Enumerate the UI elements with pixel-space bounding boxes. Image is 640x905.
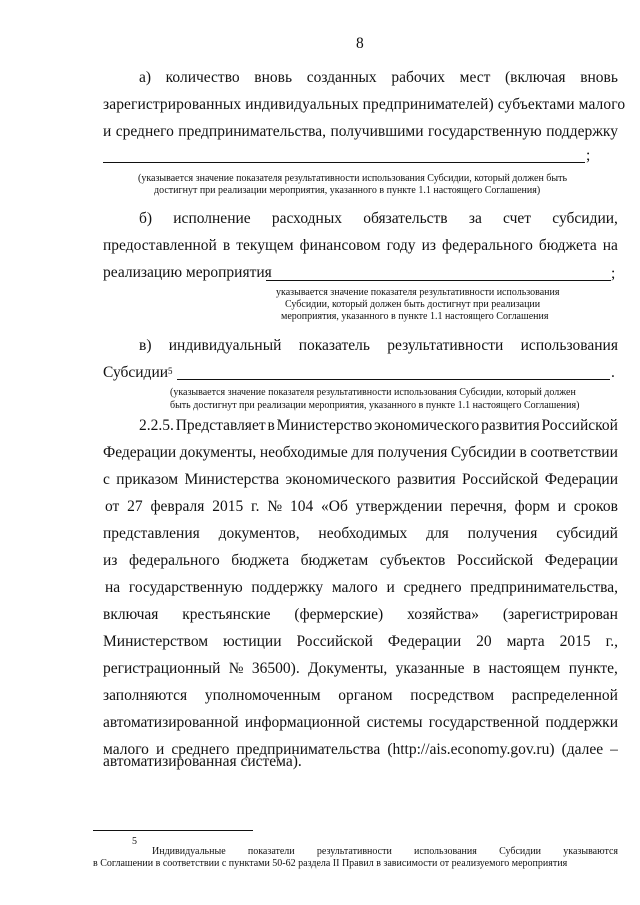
word: марта [506, 633, 545, 650]
item-c-line1 [139, 336, 618, 356]
para-225-line [103, 443, 618, 463]
item-b-note-line1: указывается значение показателя результативности использования [276, 287, 560, 298]
word: а) [139, 69, 152, 86]
item-b-line1 [139, 209, 618, 229]
word: крестьянские [182, 606, 271, 623]
word: в) [139, 337, 152, 354]
item-c-note-line2: быть достигнут при реализации мероприятия, указанного в пункте 1.1 настоящего Соглашения) [170, 400, 580, 411]
para-225-line [103, 686, 618, 706]
word: представления [103, 525, 200, 542]
item-a-blank-end: ; [586, 147, 591, 164]
word: для [351, 444, 375, 461]
word: Российской [541, 417, 618, 434]
word: органом [338, 687, 393, 704]
word: государственную [427, 123, 542, 140]
para-225-line [103, 659, 618, 679]
word: бюджетам [300, 552, 369, 569]
word: развития [481, 417, 540, 434]
word: получения [467, 525, 538, 542]
word: включая [103, 606, 159, 623]
word: юстиции [223, 633, 282, 650]
word: необходимые [259, 444, 348, 461]
word: среднего [171, 741, 230, 758]
word: информационной [244, 714, 361, 731]
item-a-line3 [103, 122, 618, 142]
word: созданных [306, 69, 377, 86]
word: и [557, 498, 566, 515]
word: февраля [150, 498, 205, 515]
word: Министерство [276, 417, 373, 434]
word: использования [414, 846, 477, 857]
word: вновь [580, 69, 618, 86]
word: Федерации [387, 633, 462, 650]
word: из [103, 552, 118, 569]
word: распределенной [511, 687, 618, 704]
word: результативности [387, 337, 504, 354]
item-b-blank-end: ; [611, 265, 616, 282]
word: в [472, 660, 481, 677]
word: предпринимательства, [178, 123, 326, 140]
word: необходимых [318, 525, 408, 542]
word: заполняются [103, 687, 188, 704]
word: сроков [573, 498, 618, 515]
item-c-blank-line [177, 379, 610, 380]
word: 27 [127, 498, 143, 515]
word: в [267, 417, 275, 434]
para-225-line [105, 497, 618, 517]
word: автоматизированной [103, 714, 239, 731]
word: документов, [218, 525, 300, 542]
word: исполнение [173, 210, 251, 227]
word: бюджета [231, 552, 290, 569]
footnote-line2: в Соглашении в соответствии с пунктами 50-62 раздела II Правил в зависимости от реализуемого мероприятия [93, 858, 568, 869]
word: малого [331, 579, 378, 596]
word: Документы, [308, 660, 388, 677]
word: экономического [374, 417, 480, 434]
word: Федерации [103, 444, 177, 461]
word: г., [605, 633, 618, 650]
item-b-note-line2: Субсидии, который должен быть достигнут при реализации [285, 299, 541, 310]
para-225-line [105, 578, 618, 598]
word: уполномоченным [204, 687, 321, 704]
word: хозяйства» [407, 606, 479, 623]
word: предпринимательства [236, 741, 381, 758]
word: Российской [462, 471, 539, 488]
para-225-line [103, 632, 618, 652]
word: приказом [116, 471, 179, 488]
item-b-blank-line [266, 280, 611, 281]
word: от [105, 498, 120, 515]
word: государственной [428, 714, 540, 731]
word: Российской [296, 633, 373, 650]
item-c-note-line1: (указывается значение показателя результативности использования Субсидии, который должен [170, 387, 576, 398]
para-225-line [139, 416, 618, 436]
item-a-blank-line [103, 162, 585, 163]
word: мест [459, 69, 491, 86]
item-c-blank-end: . [611, 364, 615, 381]
word: из [421, 237, 436, 254]
item-a-line2: зарегистрированных индивидуальных предпринимателей) субъектами малого [103, 96, 626, 113]
word: малого [103, 741, 149, 758]
word: 36500). [251, 660, 300, 677]
word: № [267, 498, 283, 515]
word: текущем [236, 237, 294, 254]
word: 104 [289, 498, 314, 515]
word: утверждении [355, 498, 443, 515]
para-225-last-line: автоматизированная система). [103, 753, 302, 770]
word: посредством [410, 687, 495, 704]
word: – [610, 741, 618, 758]
word: использования [520, 337, 618, 354]
word: форм [514, 498, 550, 515]
word: получения [377, 444, 448, 461]
word: Индивидуальные [152, 846, 226, 857]
word: на [602, 237, 618, 254]
word: количество [165, 69, 240, 86]
item-b-note-line3: мероприятия, указанного в пункте 1.1 настоящего Соглашения [281, 311, 549, 322]
word: среднего [115, 123, 174, 140]
word: указанные [395, 660, 465, 677]
word: году [386, 237, 416, 254]
word: документы, [179, 444, 257, 461]
word: (далее [561, 741, 604, 758]
word: (зарегистрирован [502, 606, 618, 623]
word: федерального [442, 237, 533, 254]
word: обязательств [363, 210, 448, 227]
word: финансовом [299, 237, 381, 254]
word: с [103, 471, 110, 488]
item-a-note-line2: достигнут при реализации мероприятия, указанного в пункте 1.1 настоящего Соглашения) [154, 185, 541, 196]
footnote-ref-5[interactable]: 5 [168, 366, 173, 376]
footnote-mark: 5 [132, 836, 137, 847]
para-225-line [103, 713, 618, 733]
word: федерального [128, 552, 220, 569]
word: развития [397, 471, 456, 488]
word: пункте, [568, 660, 618, 677]
para-225-line [103, 524, 618, 544]
word: вновь [254, 69, 293, 86]
word: расходных [271, 210, 342, 227]
word: результативности [316, 846, 392, 857]
word: получившими [330, 123, 424, 140]
word: б) [139, 210, 153, 227]
word: в [222, 237, 231, 254]
word: на [105, 579, 121, 596]
word: и [386, 579, 395, 596]
word: 20 [476, 633, 492, 650]
word: 2.2.5. [139, 417, 174, 434]
word: Министерства [184, 471, 280, 488]
word: 2015 [559, 633, 591, 650]
word: (включая [505, 69, 566, 86]
word: Федерации [544, 471, 618, 488]
word: Субсидии [499, 846, 542, 857]
word: настоящем [488, 660, 561, 677]
word: для [426, 525, 449, 542]
item-a-line1 [139, 68, 618, 88]
word: «Об [321, 498, 348, 515]
para-225-line [103, 605, 618, 625]
item-c-label: Субсидии [103, 364, 169, 381]
para-225-line [103, 551, 618, 571]
word: поддержки [545, 714, 618, 731]
word: регистрационный [103, 660, 221, 677]
word: субсидии, [552, 210, 618, 227]
item-b-line2 [103, 236, 618, 256]
word: № [228, 660, 244, 677]
word: экономического [285, 471, 391, 488]
item-c-line2 [103, 363, 173, 383]
word: показатели [247, 846, 295, 857]
word: за [468, 210, 482, 227]
word: показатель [298, 337, 370, 354]
word: Российской [456, 552, 534, 569]
item-a-note-line1: (указывается значение показателя результативности использования Субсидии, который должен быть [138, 173, 568, 184]
word: системы [366, 714, 423, 731]
word: рабочих [391, 69, 446, 86]
word: поддержку [546, 123, 618, 140]
word: Министерством [103, 633, 209, 650]
word: г. [251, 498, 260, 515]
word: Представляет [175, 417, 266, 434]
word: и [155, 741, 165, 758]
footnote-separator [93, 830, 253, 831]
word: предпринимательства, [470, 579, 618, 596]
word: в [519, 444, 527, 461]
word: Федерации [544, 552, 618, 569]
word: государственную [128, 579, 243, 596]
word: соответствии [530, 444, 618, 461]
para-225-line [103, 470, 618, 490]
word: и [103, 123, 112, 140]
word: предоставленной [103, 237, 217, 254]
word: (http://ais.economy.gov.ru) [387, 741, 555, 758]
page-number: 8 [356, 35, 364, 52]
word: среднего [403, 579, 462, 596]
word: индивидуальный [168, 337, 282, 354]
word: 2015 [212, 498, 244, 515]
word: поддержку [251, 579, 324, 596]
word: субъектов [379, 552, 446, 569]
word: перечня, [450, 498, 507, 515]
item-b-line3: реализацию мероприятия [103, 264, 272, 281]
word: указываются [563, 846, 618, 857]
word: Субсидии [450, 444, 516, 461]
word: (фермерские) [294, 606, 384, 623]
word: субсидий [556, 525, 618, 542]
word: бюджета [538, 237, 597, 254]
word: счет [503, 210, 532, 227]
